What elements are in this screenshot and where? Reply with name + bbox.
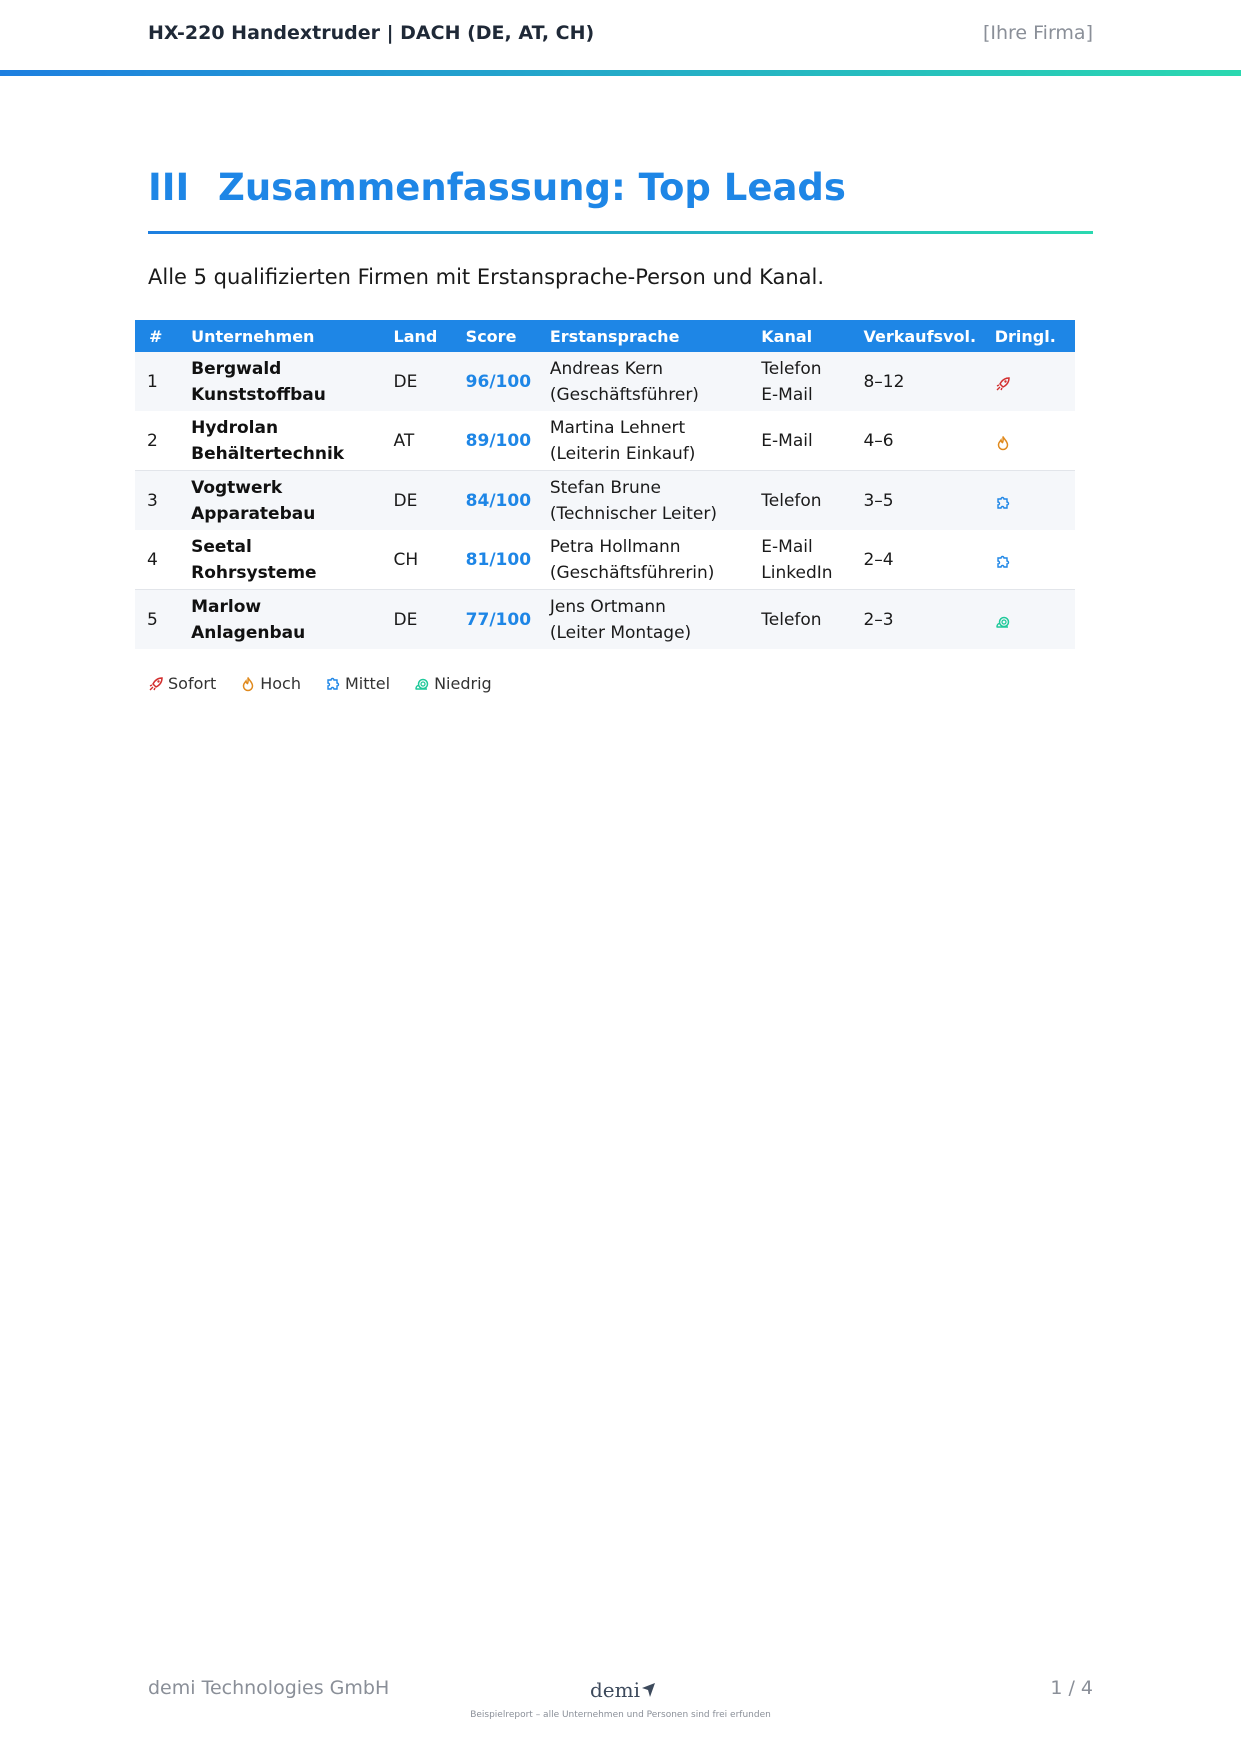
company-placeholder: [Ihre Firma]	[982, 22, 1093, 44]
puzzle-icon	[995, 552, 1011, 568]
company-cell	[191, 411, 393, 471]
score-cell	[466, 411, 550, 471]
urgency-cell	[995, 530, 1075, 590]
intro-text: Alle 5 qualifizierten Firmen mit Erstansprache-Person und Kanal.	[148, 265, 825, 289]
company-name-line2: Rohrsysteme	[191, 562, 317, 583]
volume-cell	[863, 411, 994, 471]
header-gradient-bar	[0, 70, 1241, 76]
country-code: DE	[393, 490, 418, 511]
company-name-line2: Kunststoffbau	[191, 384, 326, 405]
score-cell	[466, 471, 550, 531]
disclaimer-note: Beispielreport – alle Unternehmen und Personen sind frei erfunden	[470, 1710, 771, 1720]
column-header-score: Score	[466, 320, 550, 352]
country-cell	[394, 590, 466, 650]
legend-item	[325, 674, 390, 693]
channel-primary: Telefon	[761, 490, 822, 511]
logo-text: demi	[590, 1678, 640, 1702]
legend-label: Hoch	[260, 674, 301, 693]
contact-role: (Geschäftsführer)	[549, 384, 699, 405]
row-number-value: 3	[147, 490, 158, 511]
legend-label: Mittel	[344, 674, 391, 693]
contact-name: Andreas Kern	[549, 358, 664, 379]
channel-cell	[761, 530, 863, 590]
channel-primary: E-Mail	[761, 536, 813, 557]
country-cell	[394, 471, 466, 531]
puzzle-icon	[325, 676, 341, 692]
column-header-country: Land	[394, 320, 466, 352]
logo-arrow-icon	[640, 1682, 656, 1698]
contact-cell	[550, 411, 761, 471]
contact-name: Petra Hollmann	[549, 536, 681, 557]
row-number-value: 4	[147, 549, 158, 570]
sales-volume: 3–5	[863, 490, 894, 511]
column-header-urgency: Dringl.	[995, 320, 1075, 352]
page-header	[148, 18, 1093, 48]
company-cell	[191, 590, 393, 650]
score-cell	[466, 352, 550, 411]
row-number	[135, 411, 191, 471]
row-number-value: 5	[147, 609, 158, 630]
country-cell	[394, 530, 466, 590]
flame-icon	[995, 433, 1011, 449]
flame-icon	[240, 676, 256, 692]
channel-secondary: LinkedIn	[761, 562, 833, 583]
contact-role: (Technischer Leiter)	[549, 503, 717, 524]
section-divider	[148, 231, 1093, 234]
legend-item	[414, 674, 492, 693]
sales-volume: 2–3	[863, 609, 894, 630]
company-name-line2: Apparatebau	[191, 503, 316, 524]
contact-name: Jens Ortmann	[549, 596, 666, 617]
table-row	[135, 471, 1075, 531]
country-code: AT	[393, 430, 415, 451]
contact-cell	[550, 530, 761, 590]
column-header-contact: Erstansprache	[550, 320, 761, 352]
row-number	[135, 590, 191, 650]
contact-name: Martina Lehnert	[549, 417, 686, 438]
footer-company: demi Technologies GmbH	[148, 1677, 390, 1699]
channel-cell	[761, 471, 863, 531]
column-header-channel: Kanal	[761, 320, 863, 352]
score-cell	[466, 530, 550, 590]
report-title: HX-220 Handextruder | DACH (DE, AT, CH)	[148, 22, 595, 44]
rocket-icon	[148, 676, 164, 692]
table-header-row	[135, 320, 1075, 352]
legend-item	[240, 674, 301, 693]
score-cell	[466, 590, 550, 650]
footer-logo	[590, 1678, 656, 1702]
urgency-cell	[995, 411, 1075, 471]
contact-role: (Leiter Montage)	[549, 622, 692, 643]
company-name-line1: Marlow	[191, 596, 262, 617]
score-value: 81/100	[465, 549, 532, 570]
column-header-company: Unternehmen	[191, 320, 393, 352]
page-number: 1 / 4	[1050, 1677, 1093, 1699]
channel-cell	[761, 352, 863, 411]
company-name-line1: Vogtwerk	[191, 477, 283, 498]
snail-icon	[414, 676, 430, 692]
urgency-cell	[995, 471, 1075, 531]
row-number-value: 2	[147, 430, 158, 451]
contact-name: Stefan Brune	[549, 477, 661, 498]
contact-role: (Geschäftsführerin)	[549, 562, 715, 583]
urgency-cell	[995, 352, 1075, 411]
company-cell	[191, 530, 393, 590]
sales-volume: 2–4	[863, 549, 894, 570]
score-value: 96/100	[465, 371, 532, 392]
volume-cell	[863, 590, 994, 650]
puzzle-icon	[995, 493, 1011, 509]
top-leads-table	[135, 320, 1075, 649]
legend-label: Niedrig	[434, 674, 492, 693]
legend-item	[148, 674, 216, 693]
channel-cell	[761, 590, 863, 650]
rocket-icon	[995, 374, 1011, 390]
channel-secondary: E-Mail	[761, 384, 813, 405]
company-cell	[191, 471, 393, 531]
contact-role: (Leiterin Einkauf)	[549, 443, 696, 464]
table-row	[135, 411, 1075, 471]
channel-primary: Telefon	[761, 358, 822, 379]
contact-cell	[550, 590, 761, 650]
channel-primary: Telefon	[761, 609, 822, 630]
score-value: 77/100	[465, 609, 532, 630]
contact-cell	[550, 352, 761, 411]
section-title: Zusammenfassung: Top Leads	[218, 166, 846, 209]
volume-cell	[863, 352, 994, 411]
company-cell	[191, 352, 393, 411]
urgency-cell	[995, 590, 1075, 650]
table-row	[135, 530, 1075, 590]
table-row	[135, 590, 1075, 650]
channel-primary: E-Mail	[761, 430, 813, 451]
sales-volume: 4–6	[863, 430, 894, 451]
legend-label: Sofort	[168, 674, 217, 693]
section-heading	[148, 166, 846, 209]
sales-volume: 8–12	[863, 371, 905, 392]
volume-cell	[863, 471, 994, 531]
company-name-line1: Bergwald	[191, 358, 282, 379]
company-name-line2: Behältertechnik	[191, 443, 345, 464]
country-code: DE	[393, 609, 418, 630]
contact-cell	[550, 471, 761, 531]
company-name-line1: Hydrolan	[191, 417, 279, 438]
channel-cell	[761, 411, 863, 471]
urgency-legend	[148, 674, 492, 693]
volume-cell	[863, 530, 994, 590]
snail-icon	[995, 612, 1011, 628]
row-number	[135, 471, 191, 531]
column-header-volume: Verkaufsvol.	[863, 320, 994, 352]
row-number-value: 1	[147, 371, 158, 392]
company-name-line2: Anlagenbau	[191, 622, 306, 643]
country-cell	[394, 352, 466, 411]
row-number	[135, 352, 191, 411]
country-cell	[394, 411, 466, 471]
score-value: 89/100	[465, 430, 532, 451]
row-number	[135, 530, 191, 590]
table-row	[135, 352, 1075, 411]
country-code: CH	[393, 549, 419, 570]
section-number: III	[148, 166, 190, 209]
company-name-line1: Seetal	[191, 536, 252, 557]
column-header-number: #	[135, 320, 191, 352]
score-value: 84/100	[465, 490, 532, 511]
country-code: DE	[393, 371, 418, 392]
